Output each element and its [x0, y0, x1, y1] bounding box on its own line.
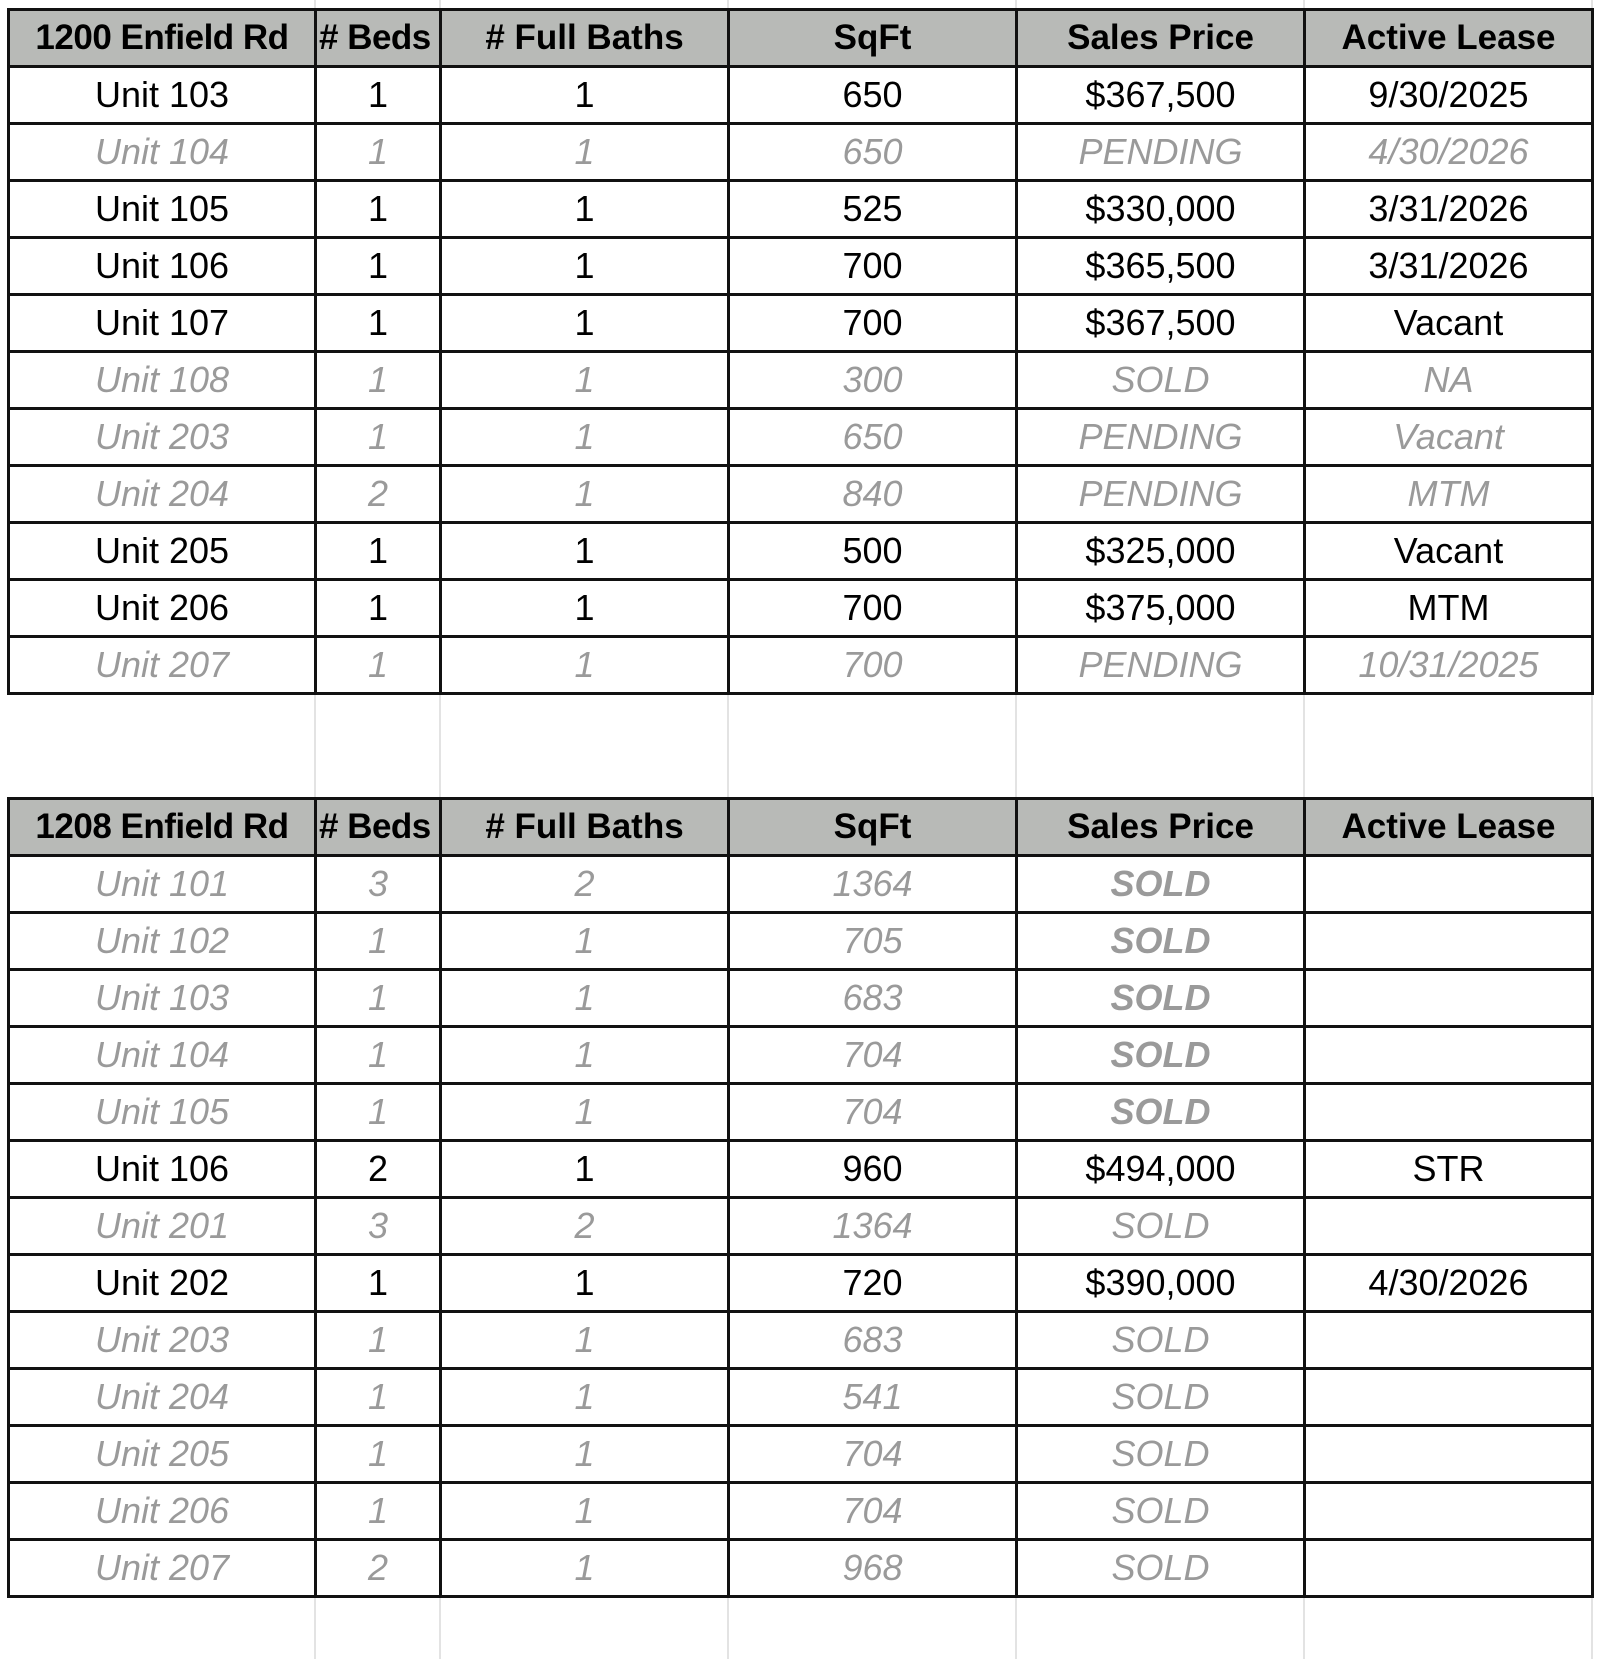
cell-active-lease[interactable]	[1305, 1426, 1593, 1483]
table-row	[9, 1141, 1593, 1198]
cell-beds[interactable]: 1	[316, 523, 441, 580]
cell-baths[interactable]: 1	[441, 1540, 729, 1597]
cell-beds[interactable]: 1	[316, 637, 441, 694]
cell-baths[interactable]: 1	[441, 1141, 729, 1198]
cell-unit[interactable]: Unit 203	[9, 1312, 316, 1369]
cell-baths[interactable]: 1	[441, 523, 729, 580]
cell-sales-price[interactable]: SOLD	[1017, 1483, 1305, 1540]
cell-sqft[interactable]: 650	[729, 67, 1017, 124]
cell-unit[interactable]: Unit 104	[9, 1027, 316, 1084]
cell-beds[interactable]: 1	[316, 913, 441, 970]
cell-baths[interactable]: 1	[441, 637, 729, 694]
header-cell-active-lease[interactable]: Active Lease	[1305, 10, 1593, 67]
cell-beds[interactable]: 1	[316, 1255, 441, 1312]
cell-sales-price[interactable]: PENDING	[1017, 409, 1305, 466]
cell-baths[interactable]: 1	[441, 580, 729, 637]
cell-unit[interactable]: Unit 202	[9, 1255, 316, 1312]
cell-sales-price[interactable]: SOLD	[1017, 1312, 1305, 1369]
table-row	[9, 409, 1593, 466]
table-row	[9, 181, 1593, 238]
header-cell-address[interactable]: 1200 Enfield Rd	[9, 10, 316, 67]
cell-sqft[interactable]: 700	[729, 238, 1017, 295]
cell-sqft[interactable]: 541	[729, 1369, 1017, 1426]
header-cell-active-lease[interactable]: Active Lease	[1305, 799, 1593, 856]
cell-sales-price[interactable]: $494,000	[1017, 1141, 1305, 1198]
cell-beds[interactable]: 2	[316, 1141, 441, 1198]
cell-baths[interactable]: 1	[441, 352, 729, 409]
cell-unit[interactable]: Unit 207	[9, 637, 316, 694]
cell-unit[interactable]: Unit 105	[9, 1084, 316, 1141]
cell-active-lease[interactable]: 3/31/2026	[1305, 181, 1593, 238]
cell-sales-price[interactable]: SOLD	[1017, 1084, 1305, 1141]
cell-active-lease[interactable]	[1305, 1027, 1593, 1084]
table-row	[9, 1255, 1593, 1312]
table-row	[9, 466, 1593, 523]
cell-beds[interactable]: 2	[316, 466, 441, 523]
cell-baths[interactable]: 1	[441, 1426, 729, 1483]
cell-baths[interactable]: 1	[441, 295, 729, 352]
cell-sqft[interactable]: 683	[729, 970, 1017, 1027]
cell-baths[interactable]: 2	[441, 856, 729, 913]
cell-sqft[interactable]: 525	[729, 181, 1017, 238]
cell-beds[interactable]: 1	[316, 67, 441, 124]
cell-sales-price[interactable]: PENDING	[1017, 466, 1305, 523]
cell-sales-price[interactable]: SOLD	[1017, 913, 1305, 970]
cell-sales-price[interactable]: $365,500	[1017, 238, 1305, 295]
cell-sales-price[interactable]: SOLD	[1017, 1198, 1305, 1255]
cell-active-lease[interactable]	[1305, 1540, 1593, 1597]
cell-sqft[interactable]: 704	[729, 1027, 1017, 1084]
cell-beds[interactable]: 1	[316, 124, 441, 181]
cell-unit[interactable]: Unit 106	[9, 1141, 316, 1198]
cell-baths[interactable]: 1	[441, 1483, 729, 1540]
cell-sales-price[interactable]: SOLD	[1017, 856, 1305, 913]
cell-active-lease[interactable]: Vacant	[1305, 409, 1593, 466]
cell-beds[interactable]: 1	[316, 409, 441, 466]
cell-beds[interactable]: 2	[316, 1540, 441, 1597]
cell-baths[interactable]: 1	[441, 1255, 729, 1312]
table-row	[9, 238, 1593, 295]
cell-unit[interactable]: Unit 104	[9, 124, 316, 181]
cell-sales-price[interactable]: $367,500	[1017, 295, 1305, 352]
cell-active-lease[interactable]: 4/30/2026	[1305, 1255, 1593, 1312]
cell-unit[interactable]: Unit 204	[9, 1369, 316, 1426]
cell-unit[interactable]: Unit 201	[9, 1198, 316, 1255]
table-row	[9, 523, 1593, 580]
cell-baths[interactable]: 1	[441, 1027, 729, 1084]
cell-sales-price[interactable]: $330,000	[1017, 181, 1305, 238]
cell-unit[interactable]: Unit 207	[9, 1540, 316, 1597]
cell-active-lease[interactable]: 10/31/2025	[1305, 637, 1593, 694]
cell-sqft[interactable]: 700	[729, 637, 1017, 694]
table-row	[9, 124, 1593, 181]
cell-sales-price[interactable]: SOLD	[1017, 1426, 1305, 1483]
cell-unit[interactable]: Unit 203	[9, 409, 316, 466]
cell-sqft[interactable]: 704	[729, 1483, 1017, 1540]
table-row	[9, 1426, 1593, 1483]
table-row	[9, 352, 1593, 409]
cell-sales-price[interactable]: PENDING	[1017, 124, 1305, 181]
header-row	[9, 799, 1593, 856]
cell-sales-price[interactable]: SOLD	[1017, 1027, 1305, 1084]
table-1200-enfield	[7, 8, 1594, 695]
table-row	[9, 1483, 1593, 1540]
cell-beds[interactable]: 1	[316, 1084, 441, 1141]
cell-unit[interactable]: Unit 102	[9, 913, 316, 970]
cell-active-lease[interactable]	[1305, 856, 1593, 913]
cell-unit[interactable]: Unit 204	[9, 466, 316, 523]
cell-beds[interactable]: 1	[316, 295, 441, 352]
cell-baths[interactable]: 1	[441, 913, 729, 970]
table-row	[9, 913, 1593, 970]
table-row	[9, 856, 1593, 913]
cell-sqft[interactable]: 960	[729, 1141, 1017, 1198]
cell-sales-price[interactable]: SOLD	[1017, 970, 1305, 1027]
cell-sqft[interactable]: 500	[729, 523, 1017, 580]
cell-sales-price[interactable]: $325,000	[1017, 523, 1305, 580]
table-row	[9, 1540, 1593, 1597]
cell-sales-price[interactable]: PENDING	[1017, 637, 1305, 694]
cell-active-lease[interactable]	[1305, 970, 1593, 1027]
cell-unit[interactable]: Unit 103	[9, 67, 316, 124]
cell-baths[interactable]: 1	[441, 466, 729, 523]
cell-sales-price[interactable]: SOLD	[1017, 1369, 1305, 1426]
header-cell-beds[interactable]: # Beds	[316, 10, 441, 67]
table-row	[9, 637, 1593, 694]
cell-sqft[interactable]: 968	[729, 1540, 1017, 1597]
cell-active-lease[interactable]: MTM	[1305, 580, 1593, 637]
cell-active-lease[interactable]: NA	[1305, 352, 1593, 409]
header-cell-baths[interactable]: # Full Baths	[441, 799, 729, 856]
table-row	[9, 67, 1593, 124]
cell-sqft[interactable]: 700	[729, 295, 1017, 352]
header-cell-sales-price[interactable]: Sales Price	[1017, 10, 1305, 67]
cell-active-lease[interactable]	[1305, 913, 1593, 970]
table-1208-enfield	[7, 797, 1594, 1598]
cell-active-lease[interactable]: 4/30/2026	[1305, 124, 1593, 181]
cell-sqft[interactable]: 700	[729, 580, 1017, 637]
cell-beds[interactable]: 1	[316, 1426, 441, 1483]
cell-sales-price[interactable]: SOLD	[1017, 352, 1305, 409]
cell-active-lease[interactable]	[1305, 1312, 1593, 1369]
cell-baths[interactable]: 1	[441, 970, 729, 1027]
cell-unit[interactable]: Unit 103	[9, 970, 316, 1027]
cell-unit[interactable]: Unit 206	[9, 580, 316, 637]
cell-baths[interactable]: 1	[441, 238, 729, 295]
cell-sqft[interactable]: 1364	[729, 1198, 1017, 1255]
cell-sales-price[interactable]: SOLD	[1017, 1540, 1305, 1597]
header-cell-sqft[interactable]: SqFt	[729, 799, 1017, 856]
table-row	[9, 1027, 1593, 1084]
table-row	[9, 1312, 1593, 1369]
cell-active-lease[interactable]: MTM	[1305, 466, 1593, 523]
header-cell-sales-price[interactable]: Sales Price	[1017, 799, 1305, 856]
cell-sales-price[interactable]: $367,500	[1017, 67, 1305, 124]
cell-sqft[interactable]: 720	[729, 1255, 1017, 1312]
cell-sqft[interactable]: 683	[729, 1312, 1017, 1369]
table-row	[9, 295, 1593, 352]
cell-unit[interactable]: Unit 205	[9, 523, 316, 580]
header-cell-address[interactable]: 1208 Enfield Rd	[9, 799, 316, 856]
cell-unit[interactable]: Unit 105	[9, 181, 316, 238]
cell-sqft[interactable]: 840	[729, 466, 1017, 523]
cell-beds[interactable]: 1	[316, 1369, 441, 1426]
cell-unit[interactable]: Unit 206	[9, 1483, 316, 1540]
cell-sqft[interactable]: 704	[729, 1084, 1017, 1141]
cell-beds[interactable]: 1	[316, 352, 441, 409]
cell-active-lease[interactable]: 9/30/2025	[1305, 67, 1593, 124]
cell-sqft[interactable]: 650	[729, 124, 1017, 181]
cell-sqft[interactable]: 300	[729, 352, 1017, 409]
cell-sales-price[interactable]: $390,000	[1017, 1255, 1305, 1312]
cell-sqft[interactable]: 650	[729, 409, 1017, 466]
table-row	[9, 1084, 1593, 1141]
cell-sqft[interactable]: 705	[729, 913, 1017, 970]
cell-active-lease[interactable]: Vacant	[1305, 523, 1593, 580]
cell-beds[interactable]: 1	[316, 238, 441, 295]
table-row	[9, 1198, 1593, 1255]
cell-baths[interactable]: 1	[441, 67, 729, 124]
cell-active-lease[interactable]: 3/31/2026	[1305, 238, 1593, 295]
cell-sqft[interactable]: 1364	[729, 856, 1017, 913]
table-row	[9, 580, 1593, 637]
cell-beds[interactable]: 3	[316, 1198, 441, 1255]
cell-baths[interactable]: 1	[441, 409, 729, 466]
cell-active-lease[interactable]	[1305, 1084, 1593, 1141]
header-cell-beds[interactable]: # Beds	[316, 799, 441, 856]
header-cell-baths[interactable]: # Full Baths	[441, 10, 729, 67]
cell-baths[interactable]: 1	[441, 124, 729, 181]
cell-unit[interactable]: Unit 101	[9, 856, 316, 913]
cell-beds[interactable]: 1	[316, 1027, 441, 1084]
cell-beds[interactable]: 1	[316, 181, 441, 238]
cell-baths[interactable]: 1	[441, 181, 729, 238]
cell-unit[interactable]: Unit 107	[9, 295, 316, 352]
cell-baths[interactable]: 1	[441, 1369, 729, 1426]
cell-baths[interactable]: 1	[441, 1312, 729, 1369]
header-row	[9, 10, 1593, 67]
cell-sales-price[interactable]: $375,000	[1017, 580, 1305, 637]
cell-sqft[interactable]: 704	[729, 1426, 1017, 1483]
cell-active-lease[interactable]	[1305, 1483, 1593, 1540]
cell-active-lease[interactable]	[1305, 1369, 1593, 1426]
cell-baths[interactable]: 2	[441, 1198, 729, 1255]
cell-beds[interactable]: 3	[316, 856, 441, 913]
cell-beds[interactable]: 1	[316, 1483, 441, 1540]
cell-baths[interactable]: 1	[441, 1084, 729, 1141]
cell-active-lease[interactable]: Vacant	[1305, 295, 1593, 352]
cell-unit[interactable]: Unit 205	[9, 1426, 316, 1483]
header-cell-sqft[interactable]: SqFt	[729, 10, 1017, 67]
cell-active-lease[interactable]	[1305, 1198, 1593, 1255]
cell-beds[interactable]: 1	[316, 580, 441, 637]
cell-unit[interactable]: Unit 106	[9, 238, 316, 295]
cell-beds[interactable]: 1	[316, 1312, 441, 1369]
table-row	[9, 970, 1593, 1027]
cell-unit[interactable]: Unit 108	[9, 352, 316, 409]
table-row	[9, 1369, 1593, 1426]
cell-active-lease[interactable]: STR	[1305, 1141, 1593, 1198]
cell-beds[interactable]: 1	[316, 970, 441, 1027]
